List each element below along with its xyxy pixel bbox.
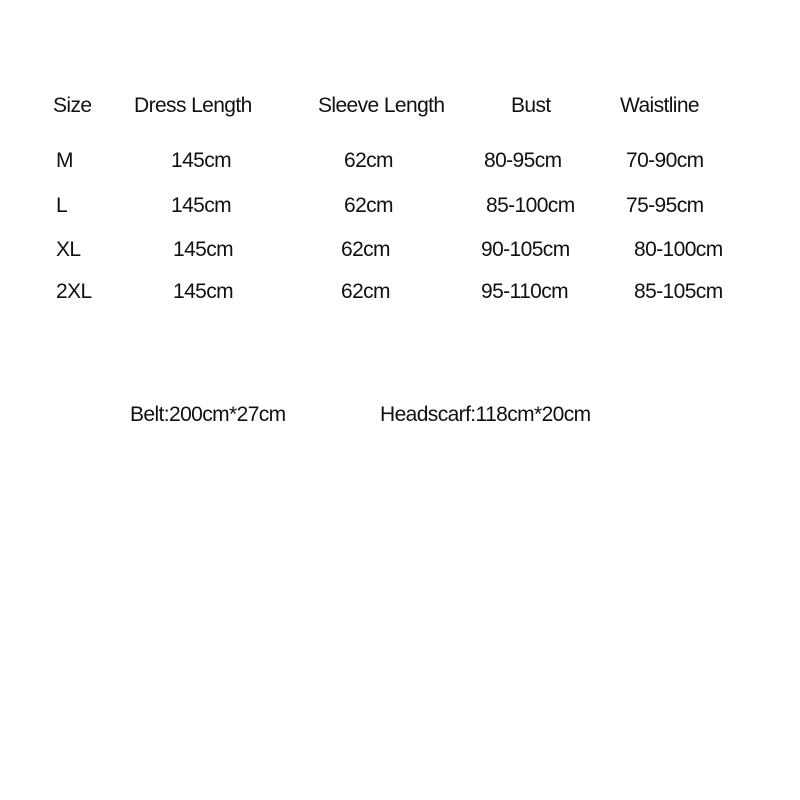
sleeve-length-cell: 62cm bbox=[341, 280, 390, 303]
bust-cell: 85-100cm bbox=[486, 194, 575, 217]
dress-length-cell: 145cm bbox=[173, 280, 234, 303]
sleeve-length-cell: 62cm bbox=[344, 194, 393, 217]
headscarf-size-note: Headscarf:118cm*20cm bbox=[380, 403, 591, 426]
sleeve-length-cell: 62cm bbox=[341, 238, 390, 261]
waistline-cell: 85-105cm bbox=[634, 280, 723, 303]
header-size: Size bbox=[53, 94, 92, 117]
dress-length-cell: 145cm bbox=[171, 194, 232, 217]
dress-length-cell: 145cm bbox=[171, 149, 232, 172]
waistline-cell: 80-100cm bbox=[634, 238, 723, 261]
size-cell: M bbox=[56, 149, 73, 172]
header-waistline: Waistline bbox=[620, 94, 700, 117]
bust-cell: 95-110cm bbox=[481, 280, 569, 303]
bust-cell: 80-95cm bbox=[484, 149, 562, 172]
waistline-cell: 70-90cm bbox=[626, 149, 704, 172]
header-dress-length: Dress Length bbox=[134, 94, 252, 117]
size-cell: 2XL bbox=[56, 280, 92, 303]
header-sleeve-length: Sleeve Length bbox=[318, 94, 445, 117]
sleeve-length-cell: 62cm bbox=[344, 149, 393, 172]
size-cell: XL bbox=[56, 238, 81, 261]
header-bust: Bust bbox=[511, 94, 551, 117]
size-cell: L bbox=[56, 194, 68, 217]
waistline-cell: 75-95cm bbox=[626, 194, 704, 217]
belt-size-note: Belt:200cm*27cm bbox=[130, 403, 286, 426]
dress-length-cell: 145cm bbox=[173, 238, 234, 261]
bust-cell: 90-105cm bbox=[481, 238, 570, 261]
